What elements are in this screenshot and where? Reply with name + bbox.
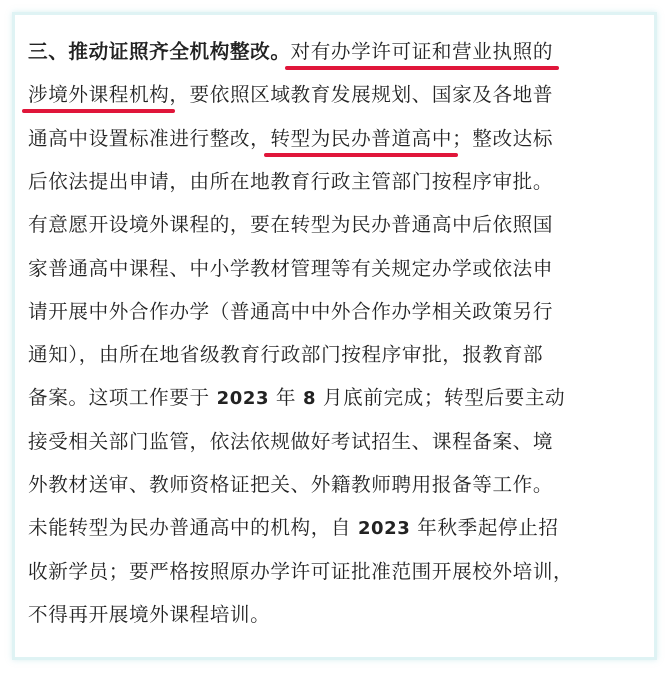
line-4: 后依法提出申请，由所在地教育行政主管部门按程序审批。 <box>28 169 554 193</box>
line-12 <box>28 514 559 542</box>
line-11: 外教材送审、教师资格证把关、外籍教师聘用报备等工作。 <box>28 473 554 496</box>
month-number: 8 <box>302 388 317 410</box>
line-3 <box>28 125 553 153</box>
text-segment: 年 <box>269 386 303 410</box>
text-segment: ；整改达标 <box>452 126 554 150</box>
line-2 <box>28 81 553 109</box>
line-14: 不得再开展境外课程培训。 <box>28 602 271 626</box>
line-10: 接受相关部门监管，依法依规做好考试招生、课程备案、境 <box>28 429 554 453</box>
line-9 <box>28 384 565 412</box>
line-5: 有意愿开设境外课程的，要在转型为民办普通高中后依照国 <box>28 213 554 237</box>
line-6: 家普通高中课程、中小学教材管理等有关规定办学或依法申 <box>28 256 554 280</box>
line-7: 请开展中外合作办学（普通高中中外合作办学相关政策另行 <box>28 299 554 323</box>
line-1 <box>28 38 553 66</box>
text-segment: 年秋季起停止招 <box>410 516 559 540</box>
line-13: 收新学员；要严格按照原办学许可证批准范围开展校外培训， <box>28 559 574 583</box>
section-heading: 三、推动证照齐全机构整改。 <box>28 40 291 63</box>
line-8: 通知），由所在地省级教育行政部门按程序审批，报教育部 <box>28 343 544 367</box>
text-segment: 未能转型为民办普通高中的机构，自 <box>28 516 358 540</box>
text-segment: ，要依照区域教育发展规划、国家及各地普 <box>169 83 554 107</box>
highlight-underlined-phrase: 对有办学许可证和营业执照的 <box>291 38 554 66</box>
year-number: 2023 <box>357 518 411 540</box>
text-segment: 通高中设置标准进行整改， <box>28 126 271 150</box>
highlight-underlined-phrase: 转型为民办普道高中 <box>270 125 452 153</box>
year-number: 2023 <box>216 388 270 410</box>
highlight-underlined-phrase: 涉境外课程机构 <box>28 81 169 109</box>
text-segment: 备案。这项工作要于 <box>28 386 217 410</box>
text-segment: 月底前完成；转型后要主动 <box>316 386 566 410</box>
